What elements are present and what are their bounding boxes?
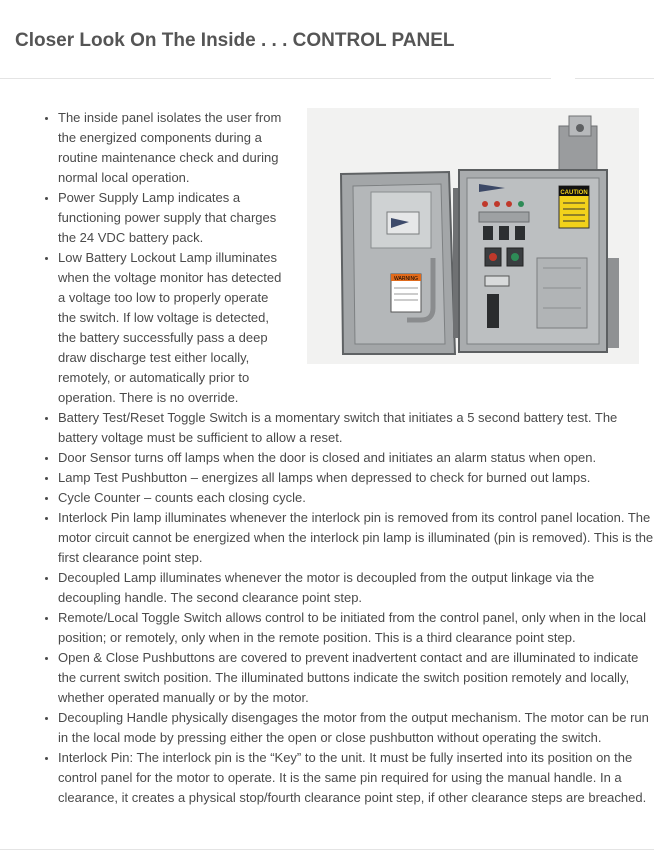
- list-item: • Power Supply Lamp indicates a functioning power supply that charges the 24 VDC battery pack.: [58, 188, 288, 248]
- bottom-divider: [0, 849, 654, 850]
- list-item: • Interlock Pin: The interlock pin is the “Key” to the unit. It must be fully inserted into its position on the control panel for the motor to operate. It is the same pin required for using the manual handle. In a clearance, it creates a physical stop/fourth clearance point step, if other clearance steps are breached.: [58, 748, 654, 808]
- list-item: • Battery Test/Reset Toggle Switch is a momentary switch that initiates a 5 second battery test. The battery voltage must be sufficient to allow a reset.: [58, 408, 654, 448]
- list-item: • Cycle Counter – counts each closing cycle.: [58, 488, 654, 508]
- list-item: • The inside panel isolates the user from the energized components during a routine maintenance check and during normal local operation.: [58, 108, 288, 188]
- list-item: • Lamp Test Pushbutton – energizes all lamps when depressed to check for burned out lamps.: [58, 468, 654, 488]
- list-item: • Low Battery Lockout Lamp illuminates when the voltage monitor has detected a voltage too low to properly operate the switch. If low voltage is detected, the battery successfully pass a deep draw discharge test either locally, remotely, or automatically prior to operation. There is no override.: [58, 248, 288, 408]
- list-item: • Remote/Local Toggle Switch allows control to be initiated from the control panel, only when in the local position; or remotely, only when in the remote position. This is a third clearance point step.: [58, 608, 654, 648]
- title-divider-notch: [551, 70, 575, 79]
- caution-label-text: CAUTION: [560, 190, 588, 196]
- page-title: Closer Look On The Inside . . . CONTROL PANEL: [15, 30, 455, 51]
- list-item: • Decoupling Handle physically disengages the motor from the output mechanism. The motor can be run in the local mode by pressing either the open or close pushbutton without operating the switch.: [58, 708, 654, 748]
- list-item: • Door Sensor turns off lamps when the door is closed and initiates an alarm status when open.: [58, 448, 654, 468]
- list-item: • Open & Close Pushbuttons are covered to prevent inadvertent contact and are illuminated to indicate the current switch position. The illuminated buttons indicate the switch position remotely and locally, whether operated manually or by the motor.: [58, 648, 654, 708]
- feature-list: [42, 108, 654, 808]
- list-item: • Decoupled Lamp illuminates whenever the motor is decoupled from the output linkage via the decoupling handle. The second clearance point step.: [58, 568, 654, 608]
- warning-sticker-text: WARNING: [394, 276, 418, 282]
- list-item: • Interlock Pin lamp illuminates whenever the interlock pin is removed from its control panel location. The motor circuit cannot be energized when the interlock pin lamp is illuminated (pin is removed). This is the first clearance point step.: [58, 508, 654, 568]
